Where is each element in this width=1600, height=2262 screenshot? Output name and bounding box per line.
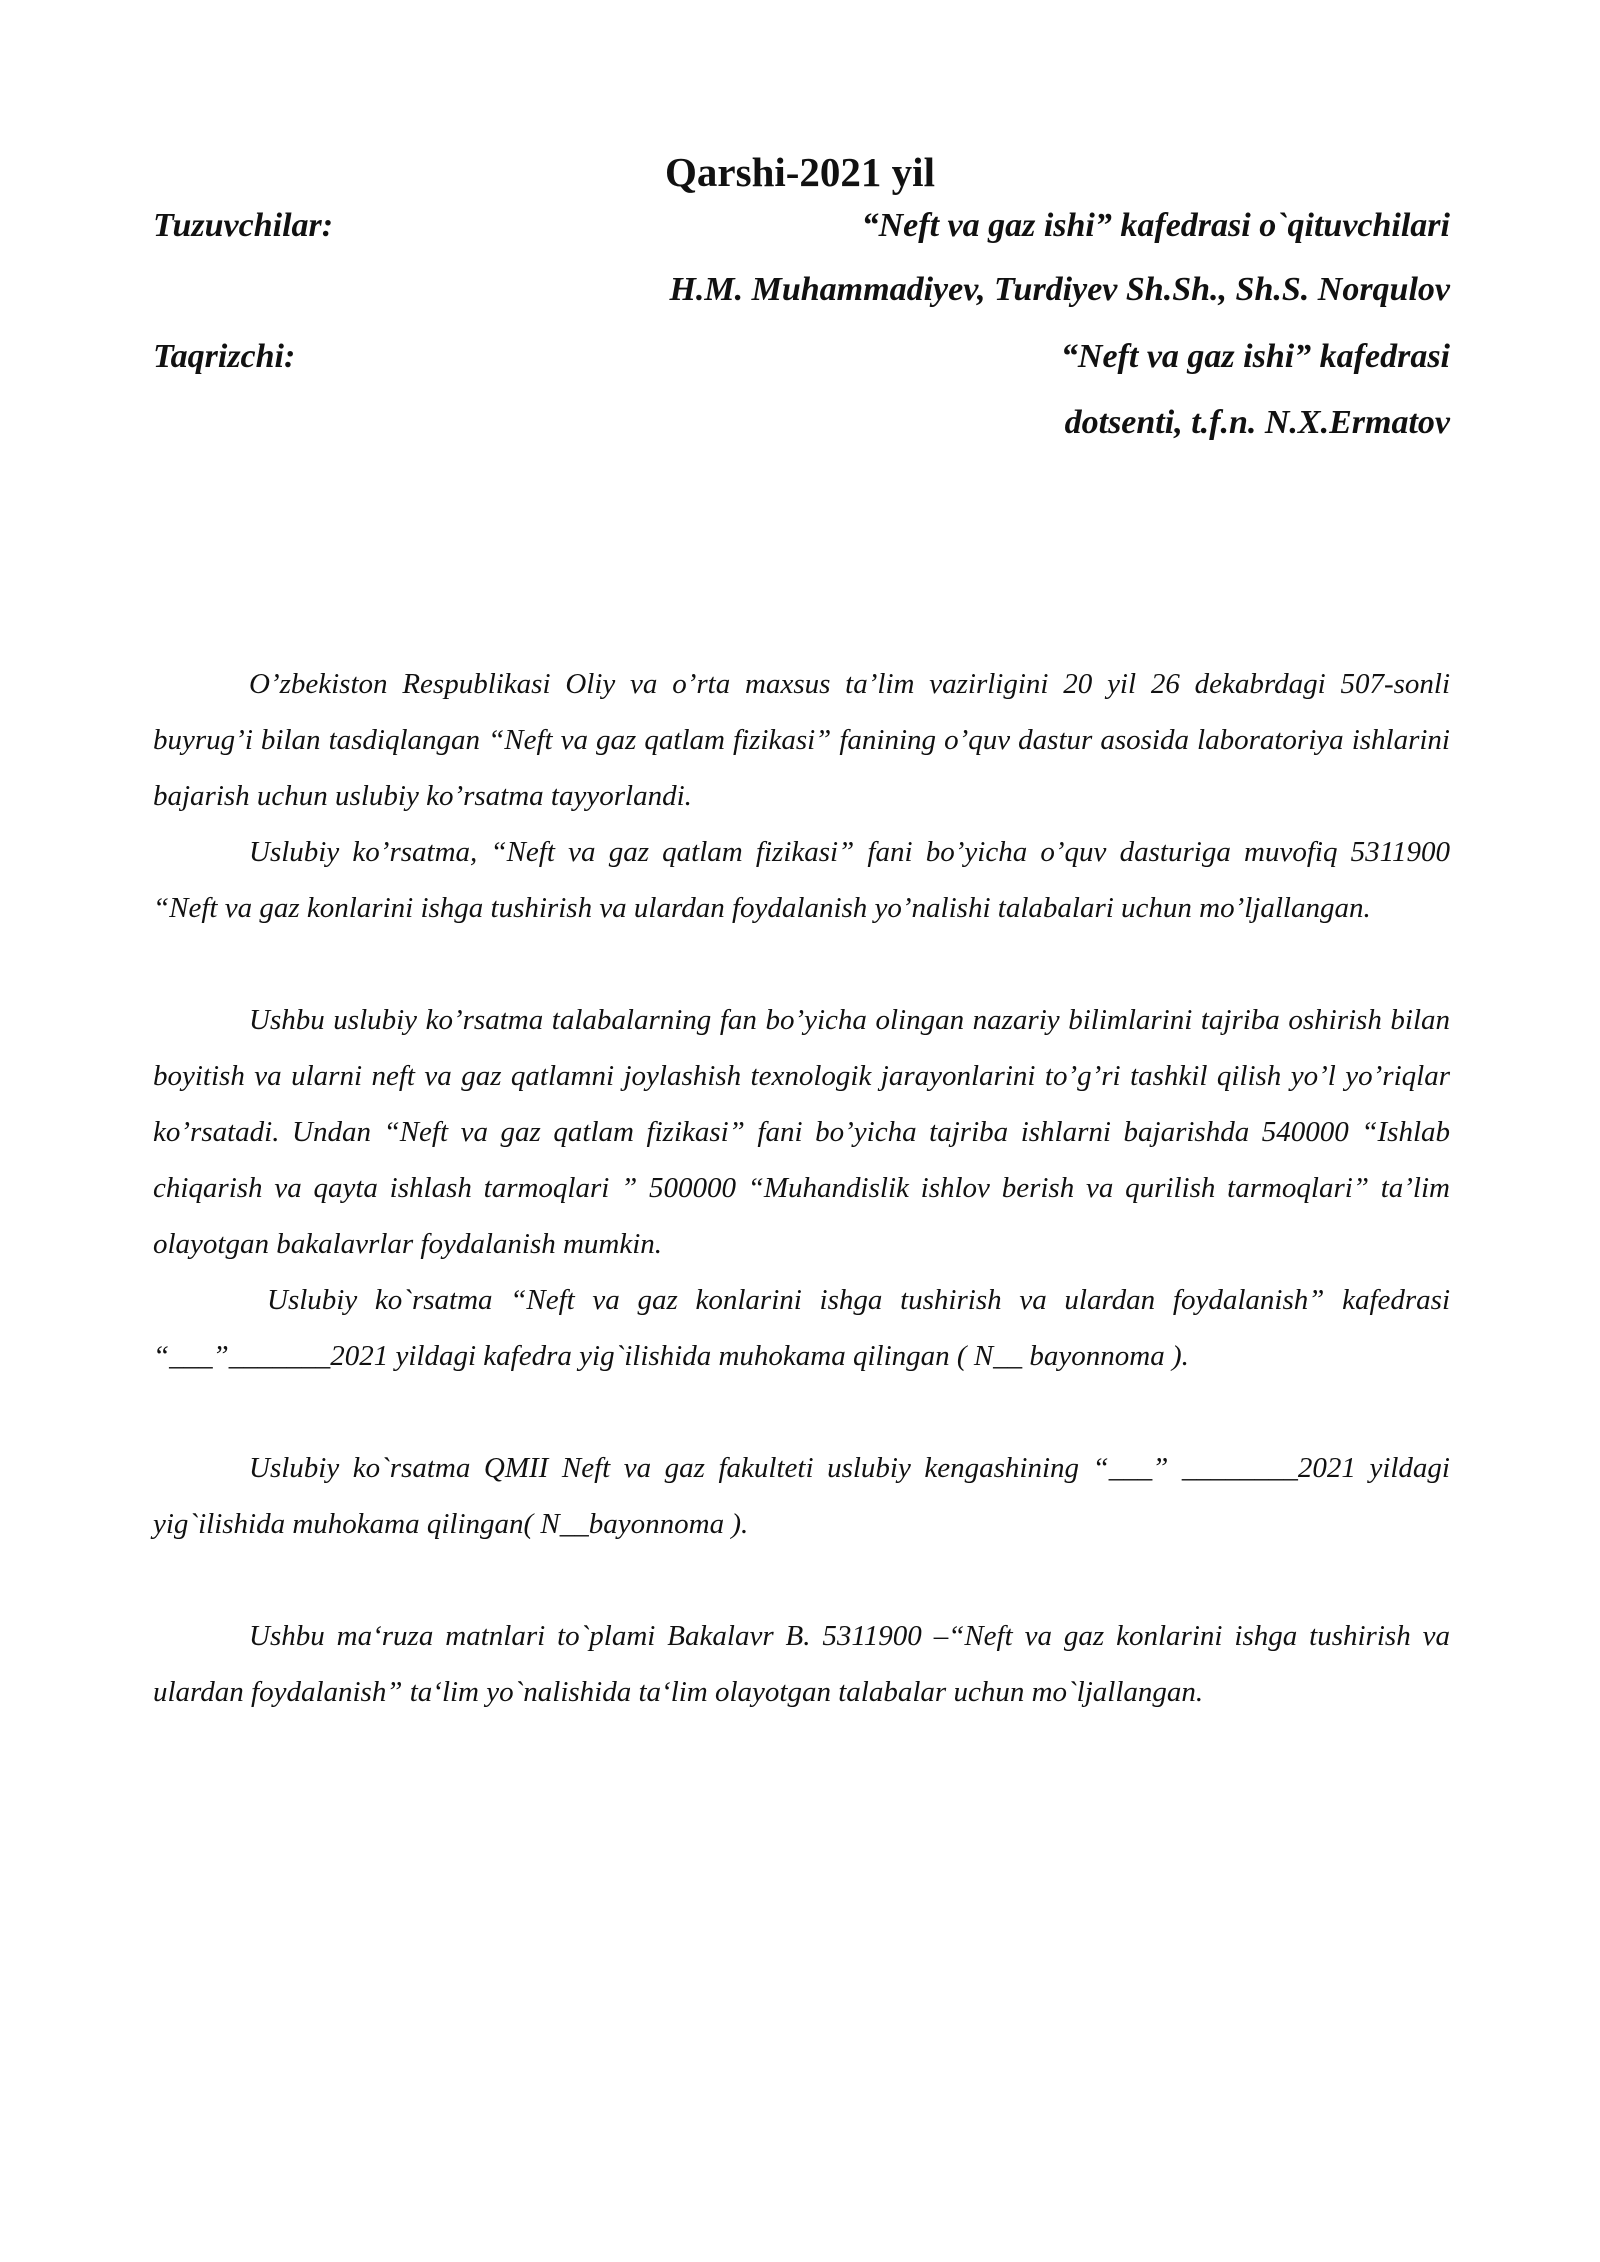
document-body [153,656,1450,1720]
document-title: Qarshi-2021 yil [665,149,935,195]
paragraph-approval: O’zbekiston Respublikasi Oliy va o’rta maxsus ta’lim vazirligini 20 yil 26 dekabrdagi 507-sonli buyrug’i bilan tasdiqlangan “Neft va gaz qatlam fizikasi” fanining o’quv dastur asosida laboratoriya ishlarini bajarish uchun uslubiy ko’rsatma tayyorlandi. [153,668,1450,812]
reviewer-label: Taqrizchi: [153,338,296,375]
paragraph-faculty-review: Uslubiy ko`rsatma QMII Neft va gaz fakulteti uslubiy kengashining “___” ________2021 yildagi yig`ilishida muhokama qilingan( N__bayonnoma ). [153,1452,1450,1540]
compilers-department: “Neft va gaz ishi” kafedrasi o`qituvchilari [861,207,1450,244]
paragraph-spacer [153,1384,1450,1440]
compilers-names: H.M. Muhammadiyev, Turdiyev Sh.Sh., Sh.S. Norqulov [669,271,1450,308]
paragraph-usage: Ushbu uslubiy ko’rsatma talabalarning fan bo’yicha olingan nazariy bilimlarini tajriba oshirish bilan boyitish va ularni neft va gaz qatlamni joylashish texnologik jarayonlarini to’g’ri tashkil qilish yo’l yo’riqlar ko’rsatadi. Undan “Neft va gaz qatlam fizikasi” fani bo’yicha tajriba ishlarni bajarishda 540000 “Ishlab chiqarish va qayta ishlash tarmoqlari ” 500000 “Muhandislik ishlov berish va qurilish tarmoqlari” ta’lim olayotgan bakalavrlar foydalanish mumkin. [153,1004,1450,1260]
compilers-label: Tuzuvchilar: [153,207,334,244]
paragraph-department-review: Uslubiy ko`rsatma “Neft va gaz konlarini ishga tushirish va ulardan foydalanish” kafedrasi “___”_______2021 yildagi kafedra yig`ilishida muhokama qilingan ( N__ bayonnoma ). [153,1284,1450,1372]
paragraph-spacer [153,936,1450,992]
reviewer-name: dotsenti, t.f.n. N.X.Ermatov [1064,404,1450,441]
paragraph-spacer [153,1552,1450,1608]
reviewer-department: “Neft va gaz ishi” kafedrasi [1060,338,1450,375]
paragraph-audience: Ushbu ma‘ruza matnlari to`plami Bakalavr B. 5311900 –“Neft va gaz konlarini ishga tushirish va ulardan foydalanish” ta‘lim yo`nalishida ta‘lim olayotgan talabalar uchun mo`ljallangan. [153,1620,1450,1708]
paragraph-purpose: Uslubiy ko’rsatma, “Neft va gaz qatlam fizikasi” fani bo’yicha o’quv dasturiga muvofiq 5311900 “Neft va gaz konlarini ishga tushirish va ulardan foydalanish yo’nalishi talabalari uchun mo’ljallangan. [153,836,1450,924]
